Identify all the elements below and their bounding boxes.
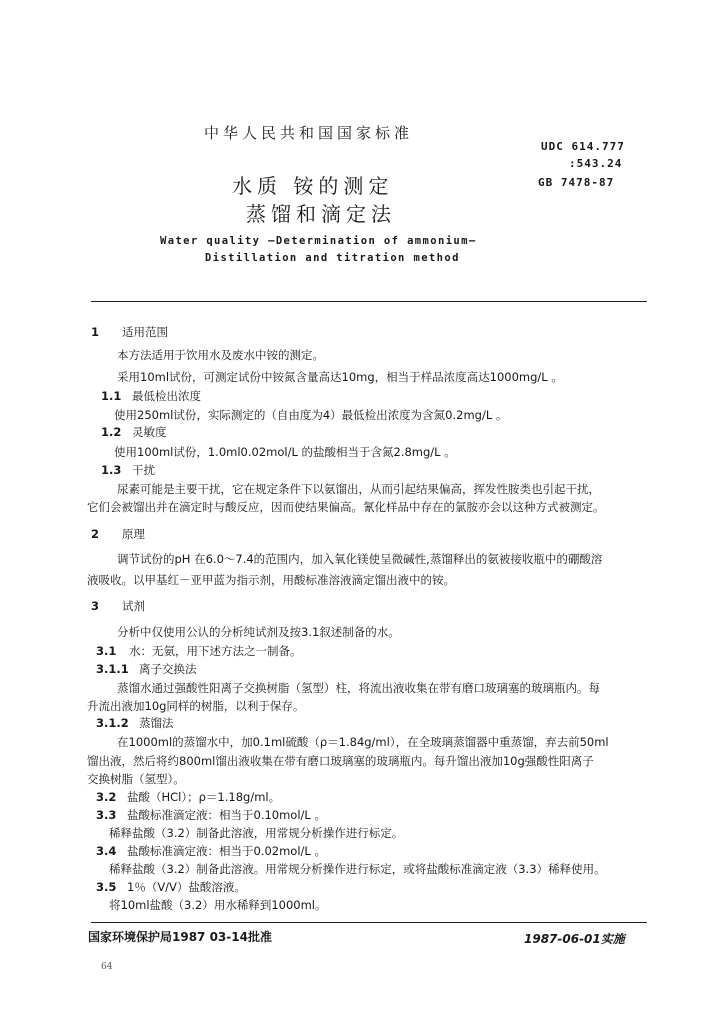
section-number: 2 (91, 527, 100, 541)
gb-number: GB 7478-87 (538, 176, 615, 189)
effective-date: 1987-06-01实施 (524, 932, 625, 946)
country-standard: 中华人民共和国国家标准 (204, 124, 414, 142)
section-number: 3.1.1 (96, 662, 129, 676)
body-text-line: 液吸收。以甲基红－亚甲蓝为指示剂，用酸标准溶液滴定馏出液中的铵。 (87, 573, 455, 587)
english-title-line1: Water quality —Determination of ammonium— (160, 235, 477, 247)
section-heading: 适用范围 (122, 325, 168, 339)
page-number: 64 (101, 962, 113, 972)
body-text-line: 使用250ml试份，实际测定的（自由度为4）最低检出浓度为含氮0.2mg/L 。 (114, 408, 508, 422)
section-heading: 盐酸（HCl）；ρ＝1.18g/ml。 (127, 790, 281, 804)
body-text-line: 本方法适用于饮用水及废水中铵的测定。 (117, 348, 324, 362)
body-text-line: 采用10ml试份，可测定试份中铵氮含量高达10mg，相当于样品浓度高达1000mg/L 。 (117, 370, 563, 384)
body-text-line: 馏出液，然后将约800ml馏出液收集在带有磨口玻璃塞的玻璃瓶内。每升馏出液加10g强酸性阳离子 (87, 754, 594, 768)
body-text-line: 稀释盐酸（3.2）制备此溶液。用常规分析操作进行标定，或将盐酸标准滴定液（3.3）稀释使用。 (109, 862, 606, 876)
title-line2: 蒸馏和滴定法 (246, 202, 396, 226)
top-rule (91, 301, 647, 302)
section-number: 1 (91, 325, 100, 339)
body-text-line: 将10ml盐酸（3.2）用水稀释到1000ml。 (109, 898, 327, 912)
approval-date: 国家环境保护局1987 03-14批准 (88, 930, 272, 944)
section-heading: 灵敏度 (132, 425, 167, 439)
body-text-line: 稀释盐酸（3.2）制备此溶液，用常规分析操作进行标定。 (109, 826, 404, 840)
section-heading: 干扰 (132, 463, 155, 477)
body-text-line: 尿素可能是主要干扰，它在规定条件下以氨馏出，从而引起结果偏高，挥发性胺类也引起干扰， (117, 482, 600, 496)
body-text-line: 分析中仅使用公认的分析纯试剂及按3.1叙述制备的水。 (117, 625, 400, 639)
section-number: 1.2 (101, 425, 122, 439)
body-text-line: 蒸馏水通过强酸性阳离子交换树脂（氢型）柱，将流出液收集在带有磨口玻璃塞的玻璃瓶内。每 (117, 681, 600, 695)
bottom-rule (91, 922, 647, 923)
section-heading: 盐酸标准滴定液：相当于0.02mol/L 。 (127, 844, 326, 858)
english-title-line2: Distillation and titration method (205, 252, 460, 264)
section-number: 1.3 (101, 463, 122, 477)
section-number: 3.1.2 (96, 716, 129, 730)
section-number: 3.2 (96, 790, 117, 804)
section-heading: 盐酸标准滴定液：相当于0.10mol/L 。 (127, 808, 326, 822)
body-text-line: 使用100ml试份，1.0ml0.02mol/L 的盐酸相当于含氮2.8mg/L 。 (114, 445, 456, 459)
body-text-line: 升流出液加10g同样的树脂，以利于保存。 (87, 699, 305, 713)
udc-code-line2: :543.24 (569, 157, 623, 170)
udc-code-line1: UDC 614.777 (541, 140, 625, 153)
section-heading: 原理 (122, 527, 145, 541)
section-heading: 水：无氨，用下述方法之一制备。 (129, 644, 302, 658)
section-number: 3.5 (96, 880, 117, 894)
section-number: 1.1 (101, 389, 122, 403)
body-text-line: 在1000ml的蒸馏水中，加0.1ml硫酸（ρ＝1.84g/ml），在全玻璃蒸馏器中重蒸馏，弃去前50ml (117, 735, 609, 749)
section-heading: 试剂 (122, 599, 145, 613)
title-line1: 水质 铵的测定 (232, 174, 394, 198)
body-text-line: 调节试份的pH 在6.0～7.4的范围内，加入氧化镁使呈微碱性,蒸馏释出的氨被接收瓶中的硼酸溶 (117, 552, 603, 566)
section-number: 3.4 (96, 844, 117, 858)
section-number: 3.1 (96, 644, 117, 658)
section-number: 3 (91, 599, 100, 613)
section-heading: 离子交换法 (139, 662, 197, 676)
section-heading: 蒸馏法 (139, 716, 174, 730)
body-text-line: 它们会被馏出并在滴定时与酸反应，因而使结果偏高。氰化样品中存在的氯胺亦会以这种方式被测定。 (87, 500, 605, 514)
section-heading: 最低检出浓度 (132, 389, 201, 403)
body-text-line: 交换树脂（氢型）。 (87, 772, 185, 786)
section-number: 3.3 (96, 808, 117, 822)
section-heading: 1％（V/V）盐酸溶液。 (127, 880, 246, 894)
